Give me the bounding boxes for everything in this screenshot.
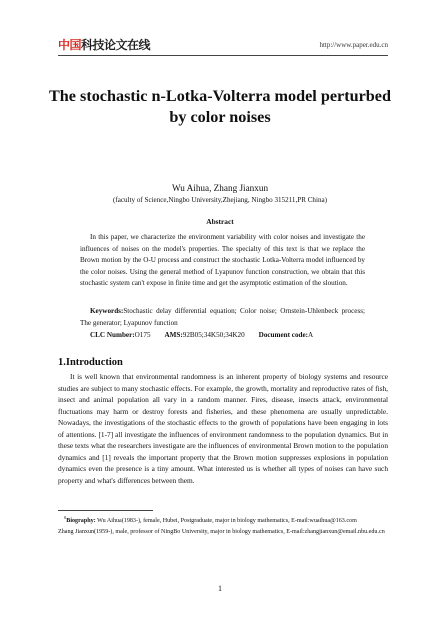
keywords-text: Stochastic delay differential equation; Color noise; Ornstein-Uhlenbeck process; The generator; Lyapunov function	[80, 307, 365, 327]
keywords	[80, 306, 365, 329]
site-logo	[58, 38, 150, 52]
abstract-heading: Abstract	[206, 217, 234, 226]
footnotes	[58, 513, 388, 538]
document-code-label: Document code:	[258, 331, 309, 339]
clc-label: CLC Number:	[90, 331, 135, 339]
abstract-text: In this paper, we characterize the environment variability with color noises and investigate the influences of noises on the model's properties. The specialty of this text is that we replace the Brown motion by the O-U process and construct the stochastic Lotka-Volterra model influenced by the color noises. Using the general method of Lyapunov function construction, we obtain that this stochastic system can't expose in finite time and get the asymptotic estimation of the sloution.	[80, 233, 365, 288]
footnote-first-text: Wu Aihua(1983-), female, Hubei, Postgraduate, major in biology mathematics, E-mail:wuaihua@163.com	[95, 518, 357, 525]
footnote-biography-1	[58, 513, 388, 526]
logo-red-text: 中国	[58, 38, 82, 52]
site-url[interactable]: http://www.paper.edu.cn	[319, 41, 388, 49]
footnote-label: Biography:	[66, 518, 96, 525]
page-header	[58, 38, 388, 54]
clc-value: O175	[134, 331, 151, 339]
keywords-label: Keywords:	[90, 307, 124, 315]
introduction-text: It is well known that environmental randomness is an inherent property of biology systems and resource studies are subject to many stochastic effects. For example, the growth, mortality and reproductive rates of fish, insect and animal population all vary in a random manner. Fires, disease, insects attack, environmental fluctuations may harm or destroy forests and fisheries, and these phenomena are usually unpredictable. Nowadays, the investigations of the stochastic effects to the growth of populations have been engaging in lots of attentions. [1-7] all investigate the influences of environment randomness to the population dynamics. But in these texts what the researchers investigate are the influences of environmental Brown motion to the population dynamics and [1] reveals the important property that the Brown motion suppresses explosions in population dynamics even the presence is a tiny amount. What interested us is whether all types of noises can have such property and what's differences between them.	[58, 372, 388, 485]
paper-authors: Wu Aihua, Zhang Jianxun	[171, 183, 269, 193]
header-divider	[58, 55, 388, 56]
ams-label: AMS:	[164, 331, 183, 339]
page-number: 1	[218, 584, 222, 593]
ams-value: 92B05;34K50;34K20	[182, 331, 245, 339]
footnote-mark: 0	[64, 515, 67, 520]
classification-line	[90, 330, 370, 341]
footnote-divider	[58, 510, 153, 511]
author-affiliation: (faculty of Science,Ningbo University,Zhejiang, Ningbo 315211,PR China)	[112, 196, 328, 204]
paper-title: The stochastic n-Lotka-Volterra model perturbed by color noises	[48, 87, 391, 126]
document-code-value: A	[308, 331, 314, 339]
introduction-heading: 1.Introduction	[58, 357, 123, 368]
footnote-biography-2: Zhang Jianxun(1959-), male, professor of NingBo University, major in biology mathematics, E-mail:zhangjianxun@email.nbu.edu.cn	[58, 529, 385, 536]
logo-dark-text: 科技论文在线	[81, 38, 151, 52]
